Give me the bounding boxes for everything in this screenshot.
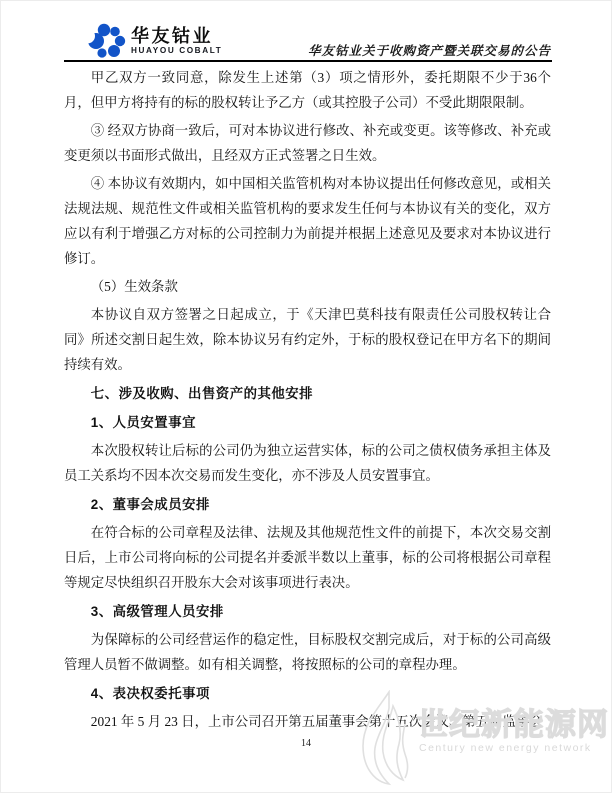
paragraph: 在符合标的公司章程及法律、法规及其他规范性文件的前提下，本次交易交割日后，上市公司将向标的公司提名并委派半数以上董事，标的公司将根据公司章程等规定尽快组织召开股东大会对该事项进行表决。 — [64, 525, 551, 590]
subsection-heading: 2、董事会成员安排 — [90, 497, 210, 512]
subsection-heading: 4、表决权委托事项 — [90, 686, 210, 701]
section-heading: 七、涉及收购、出售资产的其他安排 — [90, 386, 314, 401]
subsection-heading: 1、人员安置事宜 — [90, 415, 196, 430]
clause-subheading: （5）生效条款 — [90, 279, 178, 294]
paragraph: ③ 经双方协商一致后，可对本协议进行修改、补充或变更。该等修改、补充或变更须以书面形式做出，且经双方正式签署之日生效。 — [64, 123, 551, 163]
logo-name-cn: 华友钴业 — [131, 25, 213, 46]
huayou-logo-icon — [86, 23, 126, 59]
huayou-logo — [86, 23, 222, 59]
paragraph: 本协议自双方签署之日起成立，于《天津巴莫科技有限责任公司股权转让合同》所述交割日起生效，除本协议另有约定外，于标的股权登记在甲方名下的期间持续有效。 — [64, 307, 551, 372]
watermark-en: Century new energy network — [419, 741, 592, 754]
document-title: 华友钴业关于收购资产暨关联交易的公告 — [307, 44, 551, 58]
paragraph: 本次股权转让后标的公司仍为独立运营实体，标的公司之债权债务承担主体及员工关系均不因本次交易而发生变化，亦不涉及人员安置事宜。 — [64, 443, 551, 483]
page — [1, 1, 611, 792]
header-divider — [64, 60, 552, 62]
page-header — [64, 19, 551, 61]
logo-text — [131, 27, 222, 55]
watermark-cn: 世纪新能源网 — [417, 706, 609, 742]
paragraph: ④ 本协议有效期内，如中国相关监管机构对本协议提出任何修改意见，或相关法规法规、规范性文件或相关监管机构的要求发生任何与本协议有关的变化，双方应以有利于增强乙方对标的公司控制力为前提并根据上述意见及要求对本协议进行修订。 — [64, 176, 551, 266]
paragraph: 为保障标的公司经营运作的稳定性，目标股权交割完成后，对于标的公司高级管理人员暂不做调整。如有相关调整，将按照标的公司的章程办理。 — [64, 632, 551, 672]
subsection-heading: 3、高级管理人员安排 — [90, 604, 224, 619]
paragraph: 甲乙双方一致同意，除发生上述第（3）项之情形外，委托期限不少于36个月，但甲方将持有的标的股权转让予乙方（或其控股子公司）不受此期限限制。 — [64, 70, 551, 110]
document-body — [64, 65, 551, 737]
logo-name-en: HUAYOU COBALT — [131, 45, 223, 55]
paragraph: 2021 年 5 月 23 日，上市公司召开第五届董事会第十五次会议、第五届监事会 — [90, 714, 543, 729]
page-number: 14 — [301, 738, 311, 749]
